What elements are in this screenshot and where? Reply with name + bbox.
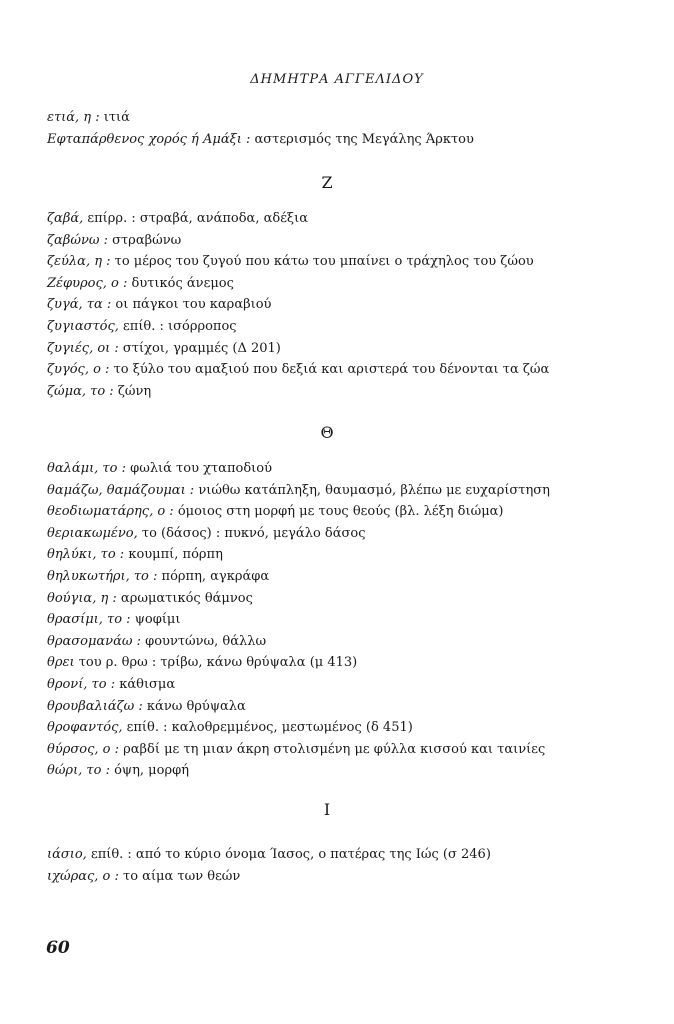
entry-term: ζυγιαστός, — [47, 318, 119, 334]
entry-definition: όμοιος στη μορφή με τους θεούς (βλ. λέξη διώμα) — [177, 504, 504, 520]
entry-term: θηλύκι, το : — [47, 547, 125, 563]
entry-definition: επίθ. : καλοθρεμμένος, μεστωμένος (δ 451) — [126, 720, 413, 736]
entry-definition: αστερισμός της Μεγάλης Άρκτου — [254, 131, 474, 147]
section-heading-zeta: Ζ — [321, 173, 333, 192]
glossary-entry — [47, 717, 647, 739]
entry-term: θύρσος, ο : — [47, 741, 119, 757]
glossary-entry — [47, 844, 647, 866]
glossary-entry — [47, 566, 647, 588]
section-heading-theta: Θ — [320, 423, 334, 442]
entry-term: ζαβά, — [47, 211, 84, 226]
section-iota-entries — [47, 844, 647, 887]
entry-term: ζυγιές, οι : — [47, 340, 119, 356]
entry-definition: ιτιά — [103, 110, 130, 125]
entry-term: θούγια, η : — [47, 590, 117, 606]
entry-term: θροφαντός, — [47, 720, 123, 736]
glossary-entry — [47, 458, 647, 480]
glossary-entry — [47, 294, 647, 316]
entry-term: θρονί, το : — [47, 676, 116, 692]
entry-definition: επίθ. : από το κύριο όνομα Ίασος, ο πατέρας της Ιώς (σ 246) — [90, 847, 491, 862]
glossary-entry — [47, 359, 647, 381]
glossary-entry — [47, 544, 647, 566]
entry-term: ζυγά, τα : — [47, 297, 112, 313]
entry-definition: ζώνη — [117, 383, 152, 399]
entry-definition: του ρ. θρω : τρίβω, κάνω θρύψαλα (μ 413) — [78, 655, 358, 671]
entry-definition: το (δάσος) : πυκνό, μεγάλο δάσος — [141, 525, 366, 541]
entry-definition: όψη, μορφή — [114, 763, 189, 779]
glossary-entry — [47, 316, 647, 338]
glossary-entry — [47, 273, 647, 295]
glossary-entry — [47, 739, 647, 761]
glossary-entry — [47, 696, 647, 718]
entry-definition: το ξύλο του αμαξιού που δεξιά και αριστερά του δένονται τα ζώα — [113, 362, 550, 378]
entry-definition: κουμπί, πόρπη — [128, 547, 223, 563]
entry-definition: ραβδί με τη μιαν άκρη στολισμένη με φύλλα κισσού και ταινίες — [123, 741, 546, 757]
glossary-entry — [47, 338, 647, 360]
entry-term: θαμάζω, θαμάζουμαι : — [47, 482, 195, 498]
intro-entries — [47, 107, 647, 150]
entry-term: θρει — [47, 655, 75, 671]
entry-definition: ψοφίμι — [134, 612, 181, 628]
entry-definition: φωλιά του χταποδιού — [130, 461, 272, 476]
entry-definition: στίχοι, γραμμές (Δ 201) — [122, 340, 281, 356]
glossary-entry — [47, 674, 647, 696]
entry-definition: δυτικός άνεμος — [131, 275, 234, 291]
glossary-entry — [47, 381, 647, 403]
entry-term: θεοδιωματάρης, ο : — [47, 504, 174, 520]
entry-term: ιάσιο, — [47, 847, 87, 862]
entry-definition: αρωματικός θάμνος — [120, 590, 253, 606]
entry-term: Ζέφυρος, ο : — [47, 275, 128, 291]
entry-term: θρουβαλιάζω : — [47, 698, 143, 714]
entry-definition: φουντώνω, θάλλω — [145, 633, 267, 649]
entry-definition: κάνω θρύψαλα — [146, 698, 246, 714]
entry-term: θεριακωμένο, — [47, 525, 138, 541]
entry-term: Εφταπάρθενος χορός ή Αμάξι : — [47, 131, 251, 147]
entry-term: θώρι, το : — [47, 763, 110, 779]
glossary-entry — [47, 631, 647, 653]
entry-term: θηλυκωτήρι, το : — [47, 568, 158, 584]
glossary-entry — [47, 523, 647, 545]
entry-definition: νιώθω κατάπληξη, θαυμασμό, βλέπω με ευχαρίστηση — [198, 482, 550, 498]
entry-definition: επίρρ. : στραβά, ανάποδα, αδέξια — [87, 211, 308, 226]
entry-term: θρασίμι, το : — [47, 612, 131, 628]
section-heading-iota: Ι — [323, 800, 331, 819]
glossary-entry — [47, 866, 647, 888]
entry-definition: επίθ. : ισόρροπος — [123, 318, 237, 334]
glossary-entry — [47, 760, 647, 782]
entry-term: ιχώρας, ο : — [47, 868, 119, 884]
section-theta-entries — [47, 458, 647, 782]
entry-definition: κάθισμα — [119, 676, 176, 692]
glossary-entry — [47, 588, 647, 610]
entry-term: θρασομανάω : — [47, 633, 141, 649]
glossary-entry — [47, 230, 647, 252]
entry-definition: το μέρος του ζυγού που κάτω του μπαίνει ο τράχηλος του ζώου — [114, 254, 534, 270]
entry-term: ζώμα, το : — [47, 383, 114, 399]
glossary-entry — [47, 652, 647, 674]
page-number: 60 — [46, 938, 70, 958]
glossary-entry — [47, 609, 647, 631]
glossary-entry — [47, 501, 647, 523]
entry-term: ζαβώνω : — [47, 232, 108, 248]
entry-term: ζυγός, ο : — [47, 362, 110, 378]
entry-definition: το αίμα των θεών — [123, 868, 241, 884]
entry-term: ετιά, η : — [47, 110, 100, 125]
glossary-entry — [47, 251, 647, 273]
glossary-entry — [47, 107, 647, 129]
entry-term: θαλάμι, το : — [47, 461, 126, 476]
entry-definition: οι πάγκοι του καραβιού — [115, 297, 272, 313]
entry-term: ζεύλα, η : — [47, 254, 111, 270]
glossary-entry — [47, 480, 647, 502]
section-zeta-entries — [47, 208, 647, 402]
glossary-entry — [47, 129, 647, 151]
entry-definition: πόρπη, αγκράφα — [161, 568, 270, 584]
entry-definition: στραβώνω — [112, 232, 182, 248]
glossary-entry — [47, 208, 647, 230]
running-head: ΔΗΜΗΤΡΑ ΑΓΓΕΛΙΔΟΥ — [250, 72, 424, 87]
